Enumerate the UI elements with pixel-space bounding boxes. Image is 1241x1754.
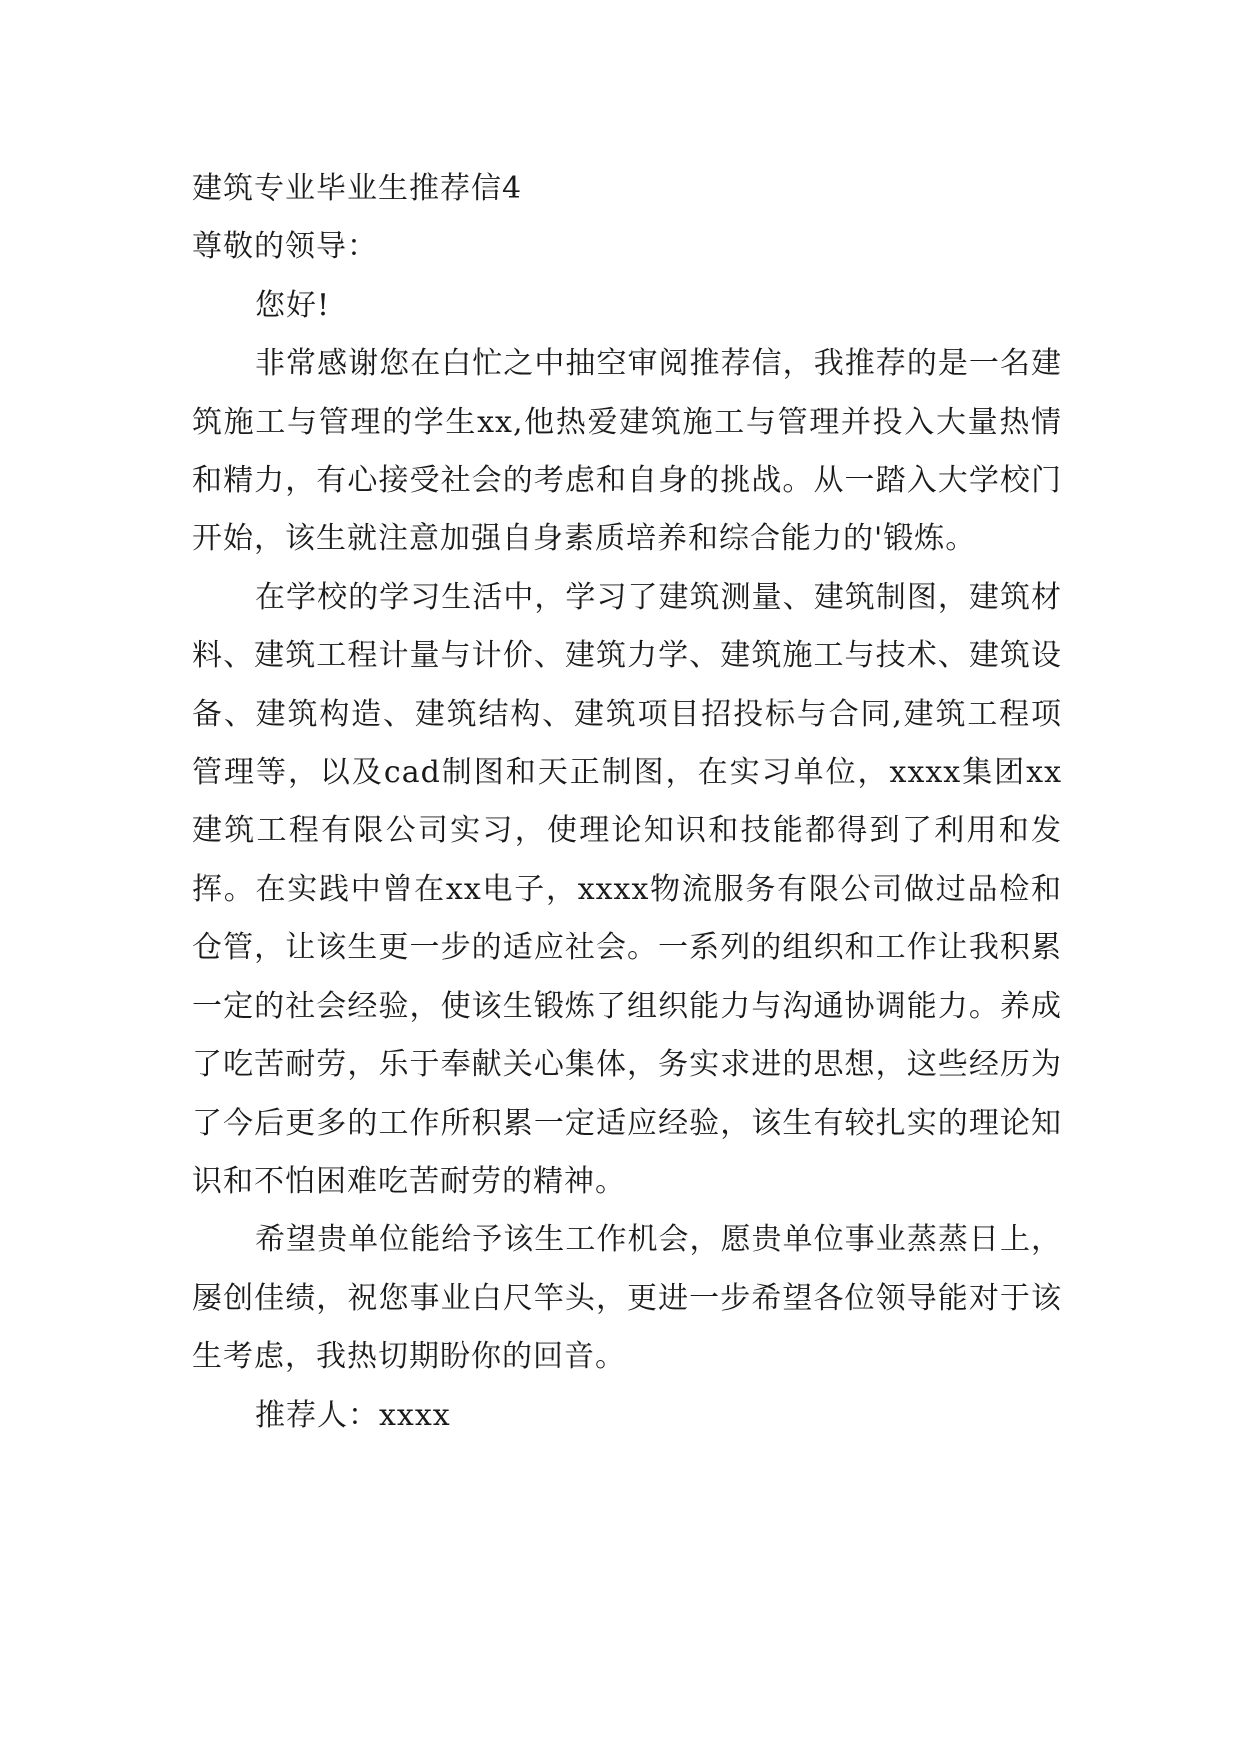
salutation: 尊敬的领导： — [192, 229, 378, 265]
signature: 推荐人：xxxx — [255, 1397, 451, 1433]
paragraph-studies: 在学校的学习生活中，学习了建筑测量、建筑制图，建筑材料、建筑工程计量与计价、建筑力学、建筑施工与技术、建筑设备、建筑构造、建筑结构、建筑项目招投标与合同,建筑工程项管理等，以及cad制图和天正制图，在实习单位，xxxx集团xx建筑工程有限公司实习，使理论知识和技能都得到了利用和发挥。在实践中曾在xx电子，xxxx物流服务有限公司做过品检和仓管，让该生更一步的适应社会。一系列的组织和工作让我积累一定的社会经验，使该生锻炼了组织能力与沟通协调能力。养成了吃苦耐劳，乐于奉献关心集体，务实求进的思想，这些经历为了今后更多的工作所积累一定适应经验，该生有较扎实的理论知识和不怕困难吃苦耐劳的精神。 — [192, 579, 1062, 1199]
paragraph-introduction: 非常感谢您在白忙之中抽空审阅推荐信，我推荐的是一名建筑施工与管理的学生xx,他热爱建筑施工与管理并投入大量热情和精力，有心接受社会的考虑和自身的挑战。从一踏入大学校门开始，该生就注意加强自身素质培养和综合能力的'锻炼。 — [192, 346, 1062, 557]
letter-body — [192, 160, 1062, 1445]
document-title: 建筑专业毕业生推荐信4 — [192, 171, 523, 206]
greeting: 您好! — [255, 287, 331, 323]
paragraph-closing: 希望贵单位能给予该生工作机会，愿贵单位事业蒸蒸日上，屡创佳绩，祝您事业白尺竿头，更进一步希望各位领导能对于该生考虑，我热切期盼你的回音。 — [192, 1222, 1062, 1375]
